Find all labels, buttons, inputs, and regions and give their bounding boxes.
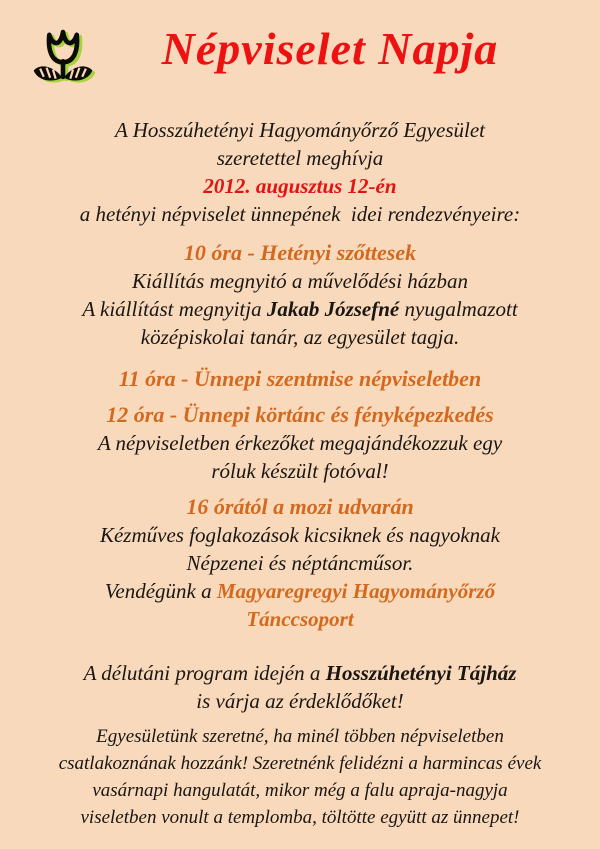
- occasion-line: a hetényi népviselet ünnepének idei rendezvényeire:: [79, 202, 521, 226]
- program-line: [0, 295, 600, 323]
- guest-group-name: Magyaregregyi Hagyományőrző: [216, 579, 496, 603]
- program-heading-16h: 16 órától a mozi udvarán: [186, 494, 414, 519]
- program-line: Kiállítás megnyitó a művelődési házban: [132, 269, 468, 293]
- closing-line: viseletben vonult a templomba, töltötte együtt az ünnepet!: [80, 807, 520, 828]
- event-date: 2012. augusztus 12-én: [203, 174, 397, 198]
- tulip-logo-icon: [31, 20, 95, 88]
- closing-line: Egyesületünk szeretné, ha minél többen népviseletben: [96, 726, 504, 747]
- tajhaz-line-2: is várja az érdeklődőket!: [196, 689, 404, 713]
- program-line: A népviseletben érkezőket megajándékozzuk egy: [97, 431, 503, 455]
- tajhaz-prefix: A délutáni program idején a: [83, 661, 326, 685]
- program-heading-11h: 11 óra - Ünnepi szentmise népviseletben: [118, 366, 482, 391]
- guest-prefix: Vendégünk a: [104, 579, 217, 603]
- program-item-16h: [0, 493, 600, 633]
- program-line: Kézműves foglakozások kicsiknek és nagyoknak: [99, 523, 501, 547]
- closing-line: vasárnapi hangulatát, mikor még a falu apraja-nagyja: [92, 780, 508, 801]
- poster-title: Népviselet Napja: [161, 23, 499, 74]
- tajhaz-line: [0, 659, 600, 687]
- program-item-10h: [0, 239, 600, 351]
- program-item-11h: [0, 365, 600, 393]
- opener-name: Jakab Józsefné: [266, 297, 400, 321]
- organizer-line: A Hosszúhetényi Hagyományőrző Egyesület: [115, 118, 485, 142]
- tajhaz-note: [0, 659, 600, 715]
- guest-group-name-2: Tánccsoport: [246, 607, 354, 631]
- guest-line: [0, 577, 600, 605]
- program-heading-12h: 12 óra - Ünnepi körtánc és fényképezkedés: [106, 402, 494, 427]
- closing-paragraph: [0, 723, 600, 831]
- program-line: Népzenei és néptáncműsor.: [186, 551, 414, 575]
- program-item-12h: [0, 401, 600, 485]
- program-heading-10h: 10 óra - Hetényi szőttesek: [183, 240, 417, 265]
- poster-header: [0, 0, 600, 100]
- opener-prefix: A kiállítást megnyitja: [82, 297, 267, 321]
- tajhaz-name: Hosszúhetényi Tájház: [325, 661, 517, 685]
- invite-line: szeretettel meghívja: [216, 146, 384, 170]
- program-line: középiskolai tanár, az egyesület tagja.: [140, 325, 460, 349]
- closing-line: csatlakoznának hozzánk! Szeretnénk felidézni a harmincas évek: [58, 753, 542, 774]
- intro-block: [0, 116, 600, 228]
- program-line: róluk készült fotóval!: [211, 459, 389, 483]
- opener-suffix: nyugalmazott: [399, 297, 518, 321]
